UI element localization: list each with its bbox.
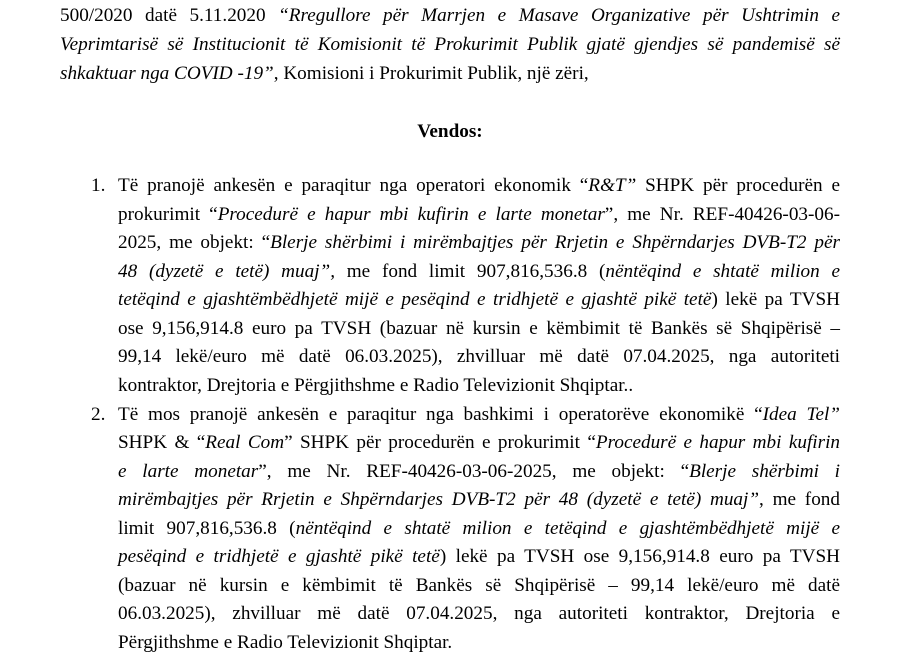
item-2-line: [118, 431, 840, 455]
item-2-line: [118, 574, 840, 598]
text-run: pesëqind e tridhjetë e gjashtë pikë tetë: [118, 546, 440, 567]
text-run: Veprimtarisë së Institucionit të Komisionit të Prokurimit Publik gjatë gjendjes së pandemisë së: [60, 34, 840, 55]
text-run: ) lekë pa TVSH ose 9,156,914.8 euro pa TVSH: [439, 546, 841, 567]
text-run: Real Com: [205, 432, 285, 453]
text-run: SHPK & “: [118, 432, 206, 453]
text-run: 06.03.2025), zhvilluar më datë 07.04.2025, nga autoriteti kontraktor, Drejtoria e: [118, 603, 840, 624]
text-run: Procedurë e hapur mbi kufirin e larte monetar: [217, 204, 605, 225]
decision-heading: Vendos:: [417, 121, 483, 142]
text-run: nëntëqind e shtatë milion e: [605, 261, 840, 282]
intro-line-2: [60, 33, 840, 57]
item-1-line: [118, 174, 840, 198]
item-1-line: [118, 260, 840, 284]
intro-line-3: [60, 62, 840, 86]
text-run: Idea Tel”: [762, 404, 840, 425]
text-run: tetëqind e gjashtëmbëdhjetë mijë e pesëqind e tridhjetë e gjashtë pikë tetë: [118, 289, 712, 310]
item-2-line: [118, 403, 840, 427]
text-run: 48 (dyzetë e tetë) muaj”,: [118, 261, 335, 282]
item-2-line: [118, 488, 840, 512]
text-run: 2025, me objekt: “: [118, 232, 271, 253]
text-run: shkaktuar nga COVID -19”: [60, 63, 274, 84]
text-run: Blerje shërbimi i: [689, 461, 840, 482]
intro-line-1: [60, 4, 840, 28]
text-run: ose 9,156,914.8 euro pa TVSH (bazuar në kursin e këmbimit të Bankës së Shqipërisë –: [118, 318, 840, 339]
text-run: ” SHPK për procedurën e prokurimit “: [284, 432, 596, 453]
text-run: mirëmbajtjes për Rrjetin e Shpërndarjes DVB-T2 për 48 (dyzetë e tetë) muaj”: [118, 489, 760, 510]
text-run: , Komisioni i Prokurimit Publik, një zëri,: [273, 63, 589, 84]
item-2-line: [118, 631, 840, 655]
text-run: 99,14 lekë/euro më datë 06.03.2025), zhvilluar më datë 07.04.2025, nga autoriteti: [118, 346, 840, 367]
text-run: SHPK për procedurën e: [636, 175, 840, 196]
item-2-line: [118, 460, 840, 484]
text-run: ”, me Nr. REF-40426-03-06-2025, me objekt: “: [258, 461, 690, 482]
item-1-line: [118, 317, 840, 341]
item-1-line: [118, 288, 840, 312]
text-run: Të mos pranojë ankesën e paraqitur nga bashkimi i operatorëve ekonomikë “: [118, 404, 763, 425]
text-run: “Rregullore për Marrjen e Masave Organizative për Ushtrimin e: [278, 5, 840, 26]
text-run: limit 907,816,536.8 (: [118, 518, 296, 539]
text-run: nëntëqind e shtatë milion e tetëqind e gjashtëmbëdhjetë mijë e: [295, 518, 841, 539]
text-run: Të pranojë ankesën e paraqitur nga operatori ekonomik “: [118, 175, 589, 196]
list-number: 1.: [91, 175, 106, 196]
item-2-line: [118, 545, 840, 569]
item-2-line: [118, 517, 840, 541]
text-run: Përgjithshme e Radio Televizionit Shqiptar.: [118, 632, 453, 653]
text-run: e larte monetar: [118, 461, 259, 482]
item-2-line: [118, 602, 840, 626]
text-run: me fond limit 907,816,536.8 (: [335, 261, 606, 282]
text-run: , me fond: [759, 489, 840, 510]
item-1-line: [118, 374, 840, 398]
text-run: ”, me Nr. REF-40426-03-06-: [604, 204, 840, 225]
text-run: prokurimit “: [118, 204, 218, 225]
item-1-line: [118, 345, 840, 369]
text-run: ) lekë pa TVSH: [711, 289, 841, 310]
list-number: 2.: [91, 404, 106, 425]
text-run: Blerje shërbimi i mirëmbajtjes për Rrjetin e Shpërndarjes DVB-T2 për: [270, 232, 840, 253]
item-1-line: [118, 231, 840, 255]
text-run: Procedurë e hapur mbi kufirin: [595, 432, 840, 453]
item-1-line: [118, 203, 840, 227]
text-run: kontraktor, Drejtoria e Përgjithshme e Radio Televizionit Shqiptar..: [118, 375, 634, 396]
text-run: 500/2020 datë 5.11.2020: [60, 5, 279, 26]
text-run: (bazuar në kursin e këmbimit të Bankës së Shqipërisë – 99,14 lekë/euro më datë: [118, 575, 840, 596]
text-run: R&T”: [588, 175, 637, 196]
